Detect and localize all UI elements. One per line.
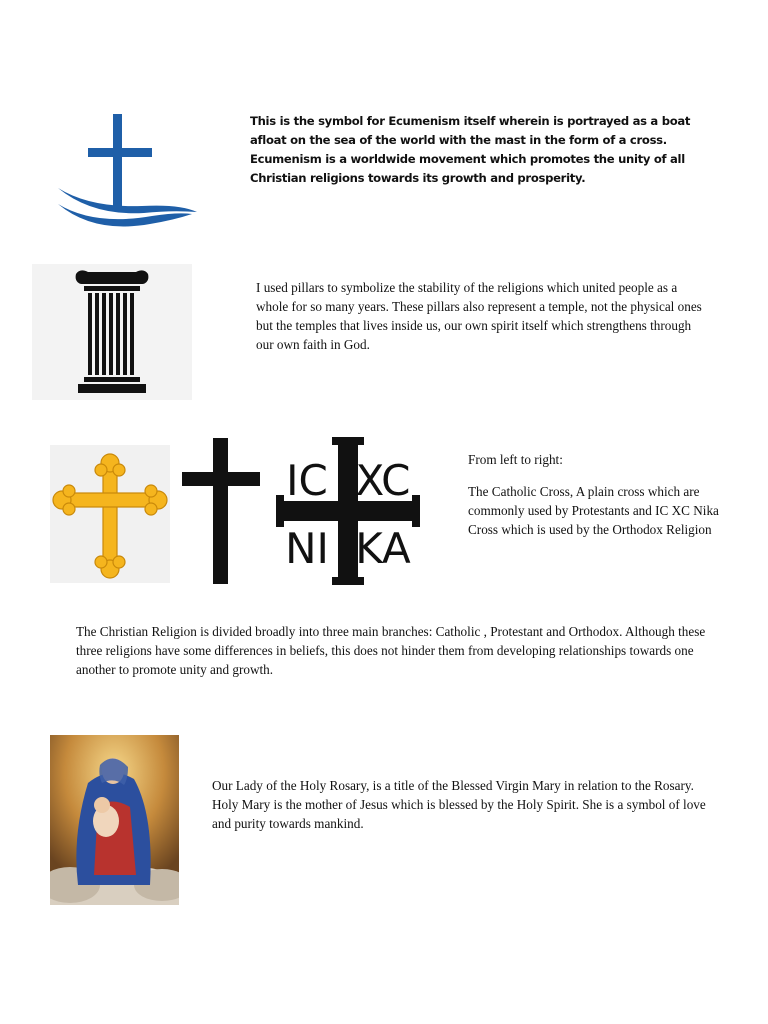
ic-xc-nika-cross-icon	[276, 437, 420, 585]
crosses-text: The Catholic Cross, A plain cross which are commonly used by Protestants and IC XC Nika Cross which is used by the Orthodox Religion	[468, 484, 719, 537]
branches-text: The Christian Religion is divided broadly into three main branches: Catholic , Protestant and Orthodox. Although these three religions have some differences in beliefs, this does not hinder them from developing relationships towards one another to promote unity and growth.	[76, 624, 706, 677]
pillar-text: I used pillars to symbolize the stability of the religions which united people as a whole for so many years. These pillars also represent a temple, not the physical ones but the temples that lives inside us, our own spirit itself which strengthens through our own faith in God.	[256, 280, 702, 352]
crosses-description	[468, 450, 728, 539]
catholic-budded-cross-icon	[50, 445, 170, 583]
nika-letters-xc: XC	[355, 456, 411, 505]
catholic-cross-image	[50, 445, 170, 583]
nika-letters-ic: IC	[286, 456, 328, 505]
our-lady-painting-icon	[50, 735, 179, 905]
rosary-text: Our Lady of the Holy Rosary, is a title of the Blessed Virgin Mary in relation to the Rosary. Holy Mary is the mother of Jesus which is blessed by the Holy Spirit. She is a symbol of love and purity towards mankind.	[212, 778, 706, 831]
ecumenism-text: This is the symbol for Ecumenism itself wherein is portrayed as a boat afloat on the sea of the world with the mast in the form of a cross. Ecumenism is a worldwide movement which promotes the unity of all Christian religions towards its growth and prosperity.	[250, 114, 691, 185]
plain-cross-image	[178, 438, 264, 584]
ecumenism-boat-cross-icon	[52, 110, 200, 235]
ecumenism-symbol	[52, 110, 200, 235]
nika-letters-ni: NI	[285, 524, 329, 573]
nika-cross-image	[276, 437, 420, 585]
plain-latin-cross-icon	[178, 438, 264, 584]
crosses-heading: From left to right:	[468, 452, 563, 467]
ionic-pillar-icon	[32, 264, 192, 400]
pillar-image	[32, 264, 192, 400]
nika-letters-ka: KA	[355, 524, 411, 573]
our-lady-image	[50, 735, 179, 905]
